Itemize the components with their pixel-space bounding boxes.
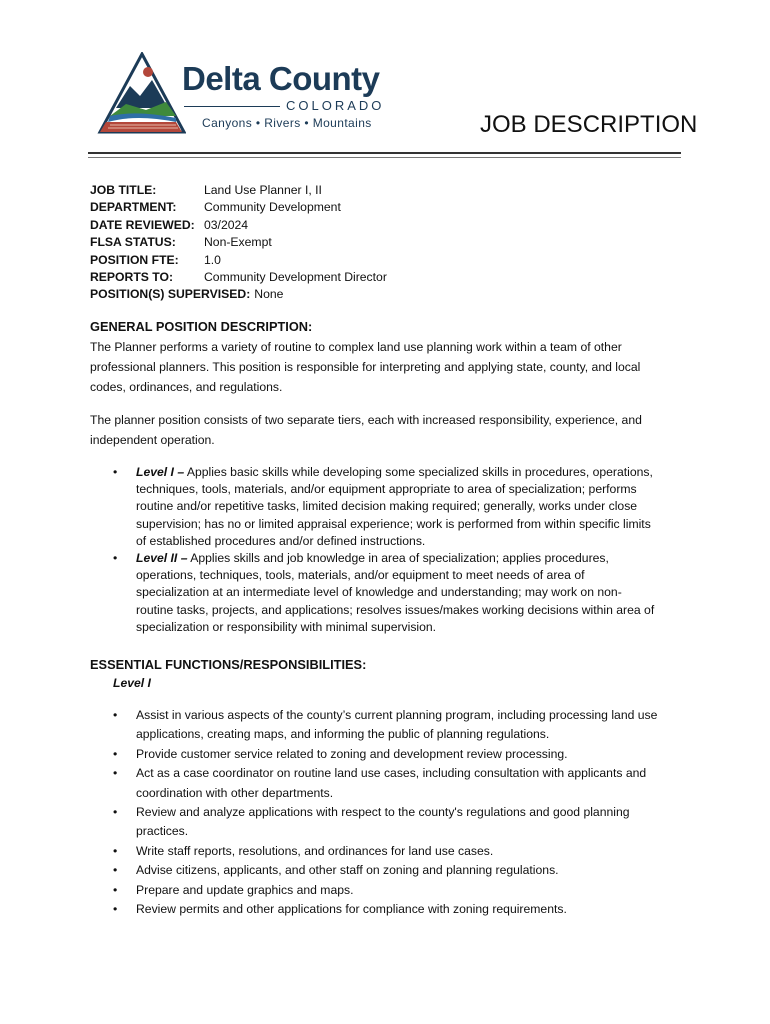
text-line: The planner position consists of two separate tiers, each with increased responsibility, experience, and: [90, 413, 642, 427]
list-item: [90, 803, 690, 842]
general-description-section: [90, 319, 690, 636]
level-sublabel: Level I: [113, 676, 151, 690]
brand-name: Delta County: [182, 60, 380, 97]
meta-label: JOB TITLE:: [90, 183, 157, 197]
text-line: Advise citizens, applicants, and other staff on zoning and planning regulations.: [136, 863, 559, 878]
text-line: techniques, tools, materials, and/or equipment appropriate to area of specialization; performs: [136, 482, 637, 497]
text-line: routine and/or repetitive tasks, limited decision making required; generally, works under close: [136, 499, 638, 514]
meta-value: 1.0: [204, 252, 221, 267]
county-emblem-icon: [96, 52, 186, 136]
header-rule-thick: [88, 152, 681, 154]
list-item: [90, 842, 690, 861]
text-line: Review and analyze applications with respect to the county's regulations and good planning: [136, 805, 630, 820]
level-label: Level II –: [136, 551, 188, 566]
list-item: [90, 764, 690, 803]
text-line: Provide customer service related to zoning and development review processing.: [136, 746, 568, 761]
meta-value: Community Development: [204, 200, 341, 215]
meta-label: REPORTS TO:: [90, 269, 174, 284]
list-item: [90, 881, 690, 900]
text-line: practices.: [136, 824, 189, 839]
text-line: Act as a case coordinator on routine land use cases, including consultation with applicants and: [136, 766, 647, 781]
general-paragraph-1: [90, 337, 685, 397]
text-line: The Planner performs a variety of routine to complex land use planning work within a team of other: [90, 340, 622, 354]
meta-label: DATE REVIEWED:: [90, 217, 195, 232]
bullet-icon: •: [113, 708, 118, 722]
brand-tagline: Canyons • Rivers • Mountains: [202, 116, 372, 130]
text-line: specialization or responsibility with minimal supervision.: [136, 619, 437, 634]
text-line: coordination with other departments.: [136, 785, 334, 800]
bullet-icon: •: [113, 843, 118, 858]
meta-value: Community Development Director: [204, 269, 387, 284]
text-line: Review permits and other applications for compliance with zoning requirements.: [136, 902, 567, 917]
list-item: [90, 550, 690, 636]
list-item: [90, 464, 690, 550]
text-line: Applies skills and job knowledge in area of specialization; applies procedures,: [187, 551, 609, 566]
text-line: applications, creating maps, and informing the public of planning regulations.: [136, 727, 550, 742]
text-line: supervision; has no or limited appraisal experience; work is performed from within specific limits: [136, 516, 651, 531]
section-heading: ESSENTIAL FUNCTIONS/RESPONSIBILITIES:: [90, 657, 367, 672]
text-line: independent operation.: [90, 433, 215, 447]
meta-label: POSITION FTE:: [90, 252, 179, 267]
meta-value: Non-Exempt: [204, 235, 272, 250]
text-line: routine tasks, projects, and applications; resolves issues/makes working decisions within area of: [136, 602, 655, 617]
bullet-icon: •: [113, 746, 118, 761]
document-title: JOB DESCRIPTION: [480, 111, 698, 138]
bullet-icon: •: [113, 465, 118, 479]
header-rule-thin: [88, 157, 681, 158]
brand-divider: [184, 106, 280, 107]
list-item: [90, 745, 690, 764]
text-line: Applies basic skills while developing some specialized skills in procedures, operations,: [184, 465, 653, 479]
bullet-icon: •: [113, 882, 118, 897]
delta-county-logo: [96, 52, 416, 136]
general-paragraph-2: [90, 410, 685, 450]
meta-row-date-reviewed: [90, 217, 283, 234]
text-line: codes, ordinances, and regulations.: [90, 380, 283, 394]
text-line: operations, techniques, tools, materials, and/or equipment to meet needs of area of: [136, 568, 585, 583]
meta-row-department: [90, 199, 341, 216]
text-line: professional planners. This position is responsible for interpreting and applying state, county, and local: [90, 360, 641, 374]
text-line: Prepare and update graphics and maps.: [136, 882, 354, 897]
text-line: of established procedures and/or defined instructions.: [136, 533, 426, 548]
bullet-icon: •: [113, 551, 118, 566]
meta-label: POSITION(S) SUPERVISED:: [90, 287, 251, 302]
list-item: [90, 861, 690, 880]
bullet-icon: •: [113, 863, 118, 878]
level-label: Level I –: [136, 465, 185, 479]
job-meta-block: [90, 182, 387, 304]
meta-value: None: [254, 287, 284, 302]
text-line: Write staff reports, resolutions, and ordinances for land use cases.: [136, 843, 494, 858]
level-list: [90, 464, 690, 636]
meta-row-positions-supervised: [90, 286, 283, 303]
bullet-icon: •: [113, 805, 118, 820]
meta-row-job-title: [90, 182, 322, 199]
meta-value: 03/2024: [204, 217, 249, 232]
meta-row-flsa-status: [90, 234, 283, 251]
list-item: [90, 900, 690, 919]
meta-label: DEPARTMENT:: [90, 200, 177, 215]
text-line: specialization at an intermediate level of knowledge and understanding; may work on non-: [136, 585, 622, 600]
brand-state: COLORADO: [286, 98, 385, 113]
text-line: Assist in various aspects of the county’s current planning program, including processing land use: [136, 708, 658, 722]
essential-functions-list: [90, 706, 690, 919]
meta-row-reports-to: [90, 269, 387, 286]
bullet-icon: •: [113, 766, 118, 781]
bullet-icon: •: [113, 902, 118, 917]
meta-row-position-fte: [90, 252, 283, 269]
list-item: [90, 706, 690, 745]
meta-label: FLSA STATUS:: [90, 235, 176, 250]
essential-functions-section: [90, 657, 690, 919]
section-heading: GENERAL POSITION DESCRIPTION:: [90, 319, 313, 334]
meta-value: Land Use Planner I, II: [204, 183, 322, 197]
